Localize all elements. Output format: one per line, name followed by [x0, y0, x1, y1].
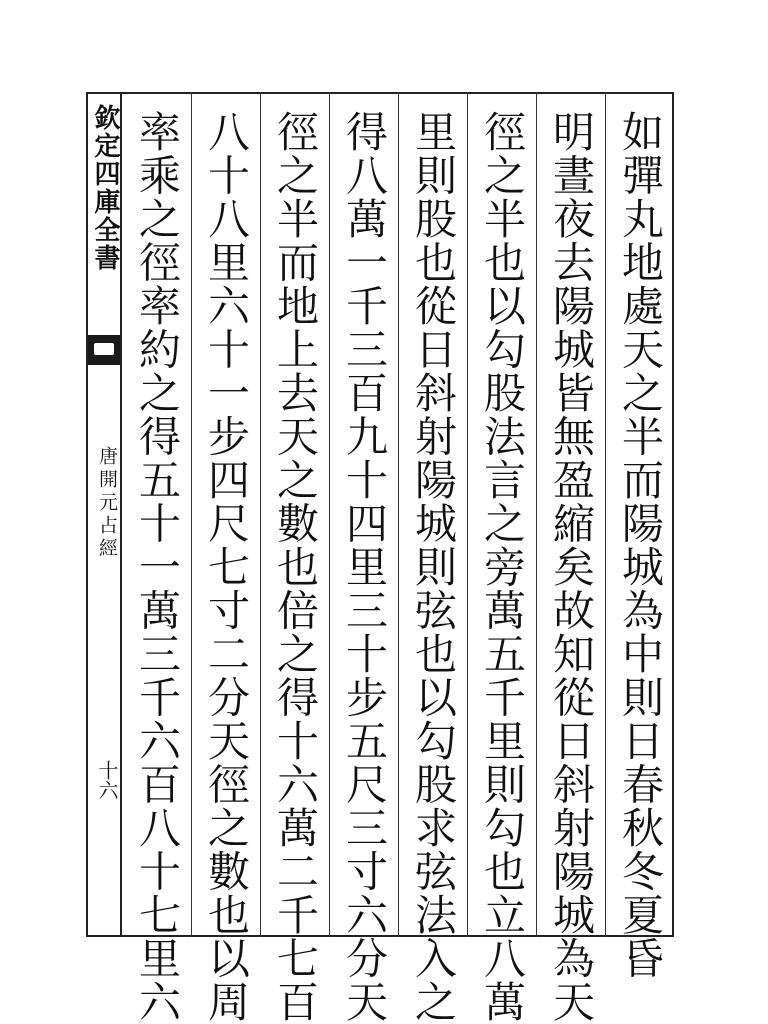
book-title: 唐開元占經	[96, 446, 118, 561]
text-column-4: 里則股也從日斜射陽城則弦也以勾股求弦法入之	[409, 110, 458, 1024]
column-divider	[260, 92, 261, 937]
text-column-3: 徑之半也以勾股法言之旁萬五千里則勾也立八萬	[478, 110, 527, 1024]
text-column-1: 如彈丸地處天之半而陽城為中則日春秋冬夏昏	[616, 110, 665, 980]
column-divider	[605, 92, 606, 937]
column-divider	[536, 92, 537, 937]
text-column-5: 得八萬一千三百九十四里三十步五尺三寸六分天	[340, 110, 389, 1024]
text-column-6: 徑之半而地上去天之數也倍之得十六萬二千七百	[271, 110, 320, 1024]
fishtail-mark-icon	[88, 335, 120, 365]
text-column-2: 明晝夜去陽城皆無盈縮矣故知從日斜射陽城為天	[547, 110, 596, 1024]
column-divider	[467, 92, 468, 937]
text-column-7: 八十八里六十一步四尺七寸二分天徑之數也以周	[202, 110, 251, 1024]
text-column-8: 率乘之徑率約之得五十一萬三千六百八十七里六	[133, 110, 182, 1024]
column-divider	[329, 92, 330, 937]
column-divider	[398, 92, 399, 937]
column-divider	[191, 92, 192, 937]
margin-header-text: 欽定四庫全書	[90, 104, 120, 272]
page-number: 十六	[95, 760, 119, 800]
text-body	[122, 92, 674, 1024]
